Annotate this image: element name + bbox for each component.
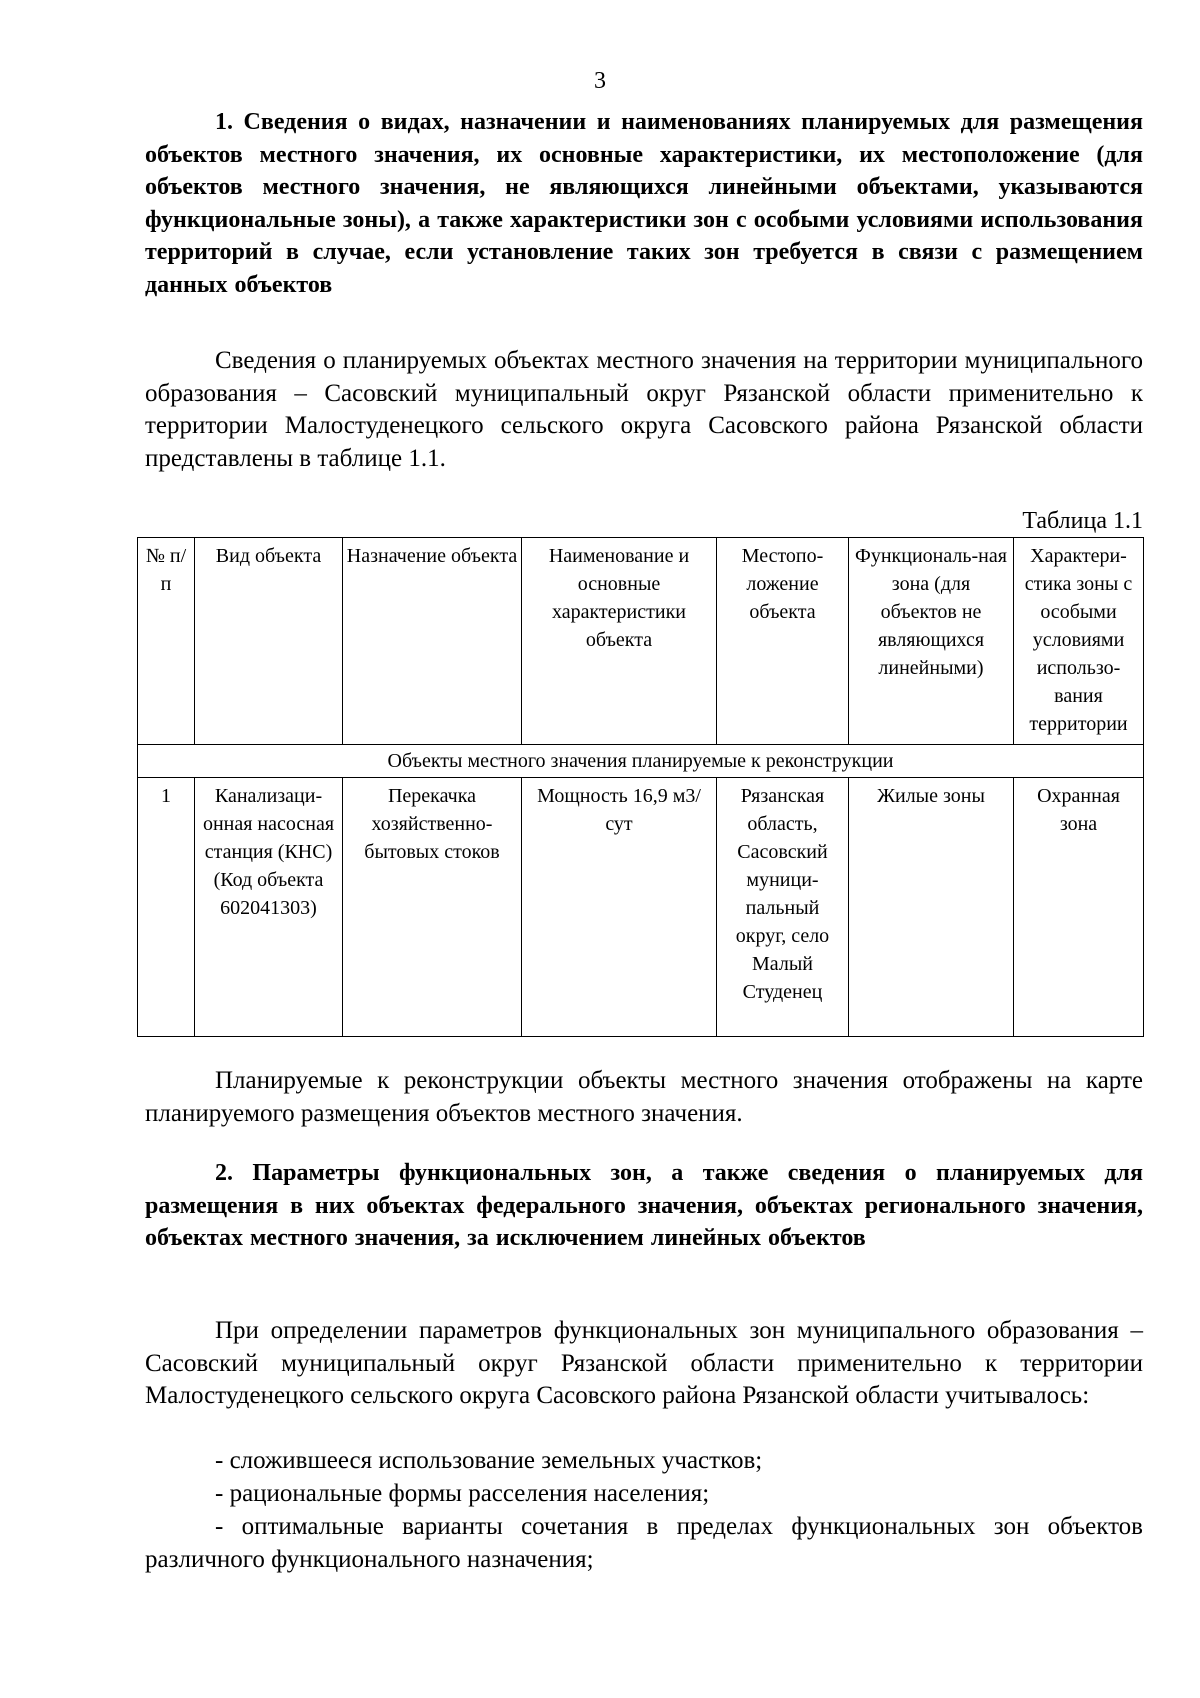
header-location: Местопо-ложение объекта [717, 538, 849, 745]
section-1-intro: Сведения о планируемых объектах местного значения на территории муниципального образования – Сасовский муниципальный округ Рязанской области применительно к территории Малостуденецкого сельского округа Сасовского района Рязанской области представлены в таблице 1.1. [145, 347, 1143, 472]
planned-objects-table [137, 537, 1144, 1037]
header-zone: Функциональ-ная зона (для объектов не являющихся линейными) [849, 538, 1014, 745]
cell-purpose: Перекачка хозяйственно-бытовых стоков [343, 778, 522, 1037]
header-purpose: Назначение объекта [343, 538, 522, 745]
header-special-zone: Характери-стика зоны с особыми условиями использо-вания территории [1014, 538, 1144, 745]
cell-special-zone: Охранная зона [1014, 778, 1144, 1037]
table-header-row [138, 538, 1144, 745]
cell-num: 1 [138, 778, 195, 1037]
table-caption: Таблица 1.1 [1022, 508, 1143, 534]
group-label: Объекты местного значения планируемые к реконструкции [138, 745, 1144, 778]
cell-zone: Жилые зоны [849, 778, 1014, 1037]
section-2-intro: При определении параметров функциональных зон муниципального образования – Сасовский муниципальный округ Рязанской области применительно к территории Малостуденецкого сельского округа Сасовского района Рязанской области учитывалось: [145, 1317, 1143, 1409]
section-2-heading: 2. Параметры функциональных зон, а также сведения о планируемых для размещения в них объектах федерального значения, объектах регионального значения, объектах местного значения, за исключением линейных объектов [145, 1160, 1143, 1251]
section-1-heading: 1. Сведения о видах, назначении и наименованиях планируемых для размещения объектов местного значения, их основные характеристики, их местоположение (для объектов местного значения, не являющихся линейными объектами, указываются функциональные зоны), а также характеристики зон с особыми условиями использования территорий в случае, если установление таких зон требуется в связи с размещением данных объектов [145, 109, 1143, 298]
after-table-text: Планируемые к реконструкции объекты местного значения отображены на карте планируемого размещения объектов местного значения. [145, 1067, 1143, 1127]
page-number: 3 [594, 68, 606, 94]
table-group-row [138, 745, 1144, 778]
header-characteristics: Наименование и основные характеристики объекта [522, 538, 717, 745]
list-item: - оптимальные варианты сочетания в пределах функциональных зон объектов различного функционального назначения; [145, 1513, 1143, 1573]
cell-location: Рязанская область, Сасовский муници-пальный округ, село Малый Студенец [717, 778, 849, 1037]
cell-type: Канализаци-онная насосная станция (КНС) (Код объекта 602041303) [195, 778, 343, 1037]
header-type: Вид объекта [195, 538, 343, 745]
list-item: - сложившееся использование земельных участков; [215, 1447, 763, 1474]
header-num: № п/п [138, 538, 195, 745]
list-item: - рациональные формы расселения населения; [215, 1480, 710, 1507]
table-row [138, 778, 1144, 1037]
cell-characteristics: Мощность 16,9 м3/сут [522, 778, 717, 1037]
